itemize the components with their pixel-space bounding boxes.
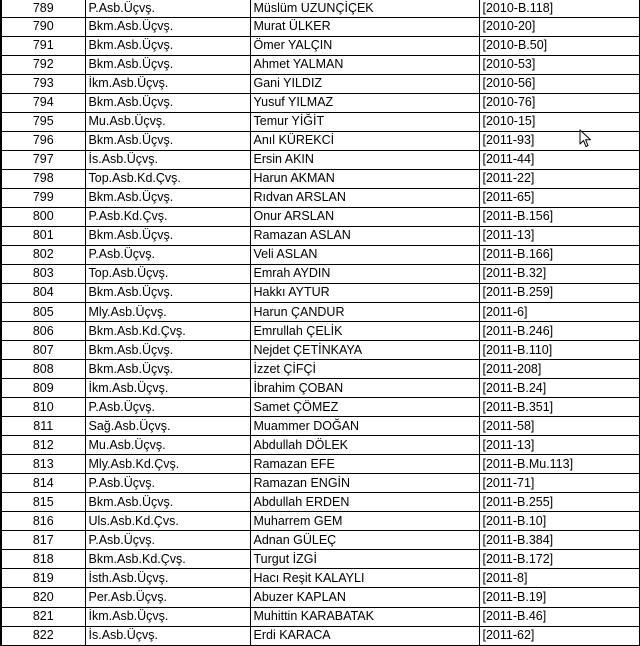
name-cell: Veli ASLAN: [250, 245, 479, 264]
table-row: [1, 550, 639, 569]
rank-cell: Mu.Asb.Üçvş.: [85, 436, 250, 455]
name-cell: Ersin AKIN: [250, 150, 479, 169]
rank-cell: Bkm.Asb.Kd.Çvş.: [85, 550, 250, 569]
rank-cell: Bkm.Asb.Üçvş.: [85, 93, 250, 112]
reference-cell: [2011-208]: [479, 360, 639, 379]
reference-cell: [2011-93]: [479, 131, 639, 150]
reference-cell: [2011-B.19]: [479, 588, 639, 607]
reference-cell: [2011-B.10]: [479, 512, 639, 531]
rank-cell: İkm.Asb.Üçvş.: [85, 74, 250, 93]
rank-cell: İkm.Asb.Üçvş.: [85, 607, 250, 626]
row-number: 815: [1, 493, 85, 512]
table-row: [1, 55, 639, 74]
row-number: 818: [1, 550, 85, 569]
row-number: 816: [1, 512, 85, 531]
rank-cell: Per.Asb.Üçvş.: [85, 588, 250, 607]
reference-cell: [2011-13]: [479, 436, 639, 455]
name-cell: İbrahim ÇOBAN: [250, 379, 479, 398]
reference-cell: [2011-65]: [479, 188, 639, 207]
reference-cell: [2010-B.50]: [479, 36, 639, 55]
name-cell: Hacı Reşit KALAYLI: [250, 569, 479, 588]
reference-cell: [2011-B.246]: [479, 322, 639, 341]
rank-cell: P.Asb.Üçvş.: [85, 531, 250, 550]
rank-cell: İs.Asb.Üçvş.: [85, 150, 250, 169]
row-number: 811: [1, 417, 85, 436]
row-number: 791: [1, 36, 85, 55]
table-row: [1, 436, 639, 455]
table-row: [1, 398, 639, 417]
table-row: [1, 112, 639, 131]
row-number: 797: [1, 150, 85, 169]
name-cell: Abdullah DÖLEK: [250, 436, 479, 455]
reference-cell: [2011-B.255]: [479, 493, 639, 512]
row-number: 809: [1, 379, 85, 398]
rank-cell: P.Asb.Üçvş.: [85, 0, 250, 17]
reference-cell: [2010-53]: [479, 55, 639, 74]
reference-cell: [2011-8]: [479, 569, 639, 588]
table-row: [1, 474, 639, 493]
name-cell: Ramazan ASLAN: [250, 226, 479, 245]
row-number: 801: [1, 226, 85, 245]
name-cell: Ramazan EFE: [250, 455, 479, 474]
name-cell: Nejdet ÇETİNKAYA: [250, 341, 479, 360]
rank-cell: P.Asb.Üçvş.: [85, 398, 250, 417]
table-row: [1, 379, 639, 398]
table-row: [1, 264, 639, 283]
row-number: 822: [1, 626, 85, 645]
rank-cell: Bkm.Asb.Kd.Çvş.: [85, 322, 250, 341]
rank-cell: P.Asb.Kd.Çvş.: [85, 207, 250, 226]
reference-cell: [2010-56]: [479, 74, 639, 93]
reference-cell: [2011-58]: [479, 417, 639, 436]
name-cell: Emrah AYDIN: [250, 264, 479, 283]
row-number: 798: [1, 169, 85, 188]
table-row: [1, 245, 639, 264]
name-cell: Muammer DOĞAN: [250, 417, 479, 436]
table-row: [1, 607, 639, 626]
row-number: 814: [1, 474, 85, 493]
name-cell: İzzet ÇİFÇİ: [250, 360, 479, 379]
table-row: [1, 188, 639, 207]
row-number: 804: [1, 283, 85, 302]
rank-cell: Bkm.Asb.Üçvş.: [85, 55, 250, 74]
row-number: 807: [1, 341, 85, 360]
table-row: [1, 322, 639, 341]
name-cell: Erdi KARACA: [250, 626, 479, 645]
rank-cell: Mly.Asb.Üçvş.: [85, 303, 250, 322]
table-row: [1, 360, 639, 379]
rank-cell: Bkm.Asb.Üçvş.: [85, 360, 250, 379]
rank-cell: Sağ.Asb.Üçvş.: [85, 417, 250, 436]
reference-cell: [2011-B.24]: [479, 379, 639, 398]
rank-cell: P.Asb.Üçvş.: [85, 474, 250, 493]
name-cell: Abuzer KAPLAN: [250, 588, 479, 607]
table-row: [1, 455, 639, 474]
rank-cell: Bkm.Asb.Üçvş.: [85, 188, 250, 207]
row-number: 805: [1, 303, 85, 322]
table-row: [1, 17, 639, 36]
rank-cell: Top.Asb.Kd.Çvş.: [85, 169, 250, 188]
row-number: 799: [1, 188, 85, 207]
name-cell: Turgut İZGİ: [250, 550, 479, 569]
rank-cell: İsth.Asb.Üçvş.: [85, 569, 250, 588]
row-number: 806: [1, 322, 85, 341]
rank-cell: Bkm.Asb.Üçvş.: [85, 341, 250, 360]
table-row: [1, 512, 639, 531]
rank-cell: Bkm.Asb.Üçvş.: [85, 226, 250, 245]
table-row: [1, 74, 639, 93]
table-row: [1, 131, 639, 150]
reference-cell: [2011-13]: [479, 226, 639, 245]
rank-cell: Bkm.Asb.Üçvş.: [85, 131, 250, 150]
reference-cell: [2011-B.166]: [479, 245, 639, 264]
rank-cell: Top.Asb.Üçvş.: [85, 264, 250, 283]
table-row: [1, 150, 639, 169]
name-cell: Onur ARSLAN: [250, 207, 479, 226]
name-cell: Gani YILDIZ: [250, 74, 479, 93]
name-cell: Harun AKMAN: [250, 169, 479, 188]
reference-cell: [2011-B.259]: [479, 283, 639, 302]
row-number: 802: [1, 245, 85, 264]
reference-cell: [2011-22]: [479, 169, 639, 188]
row-number: 819: [1, 569, 85, 588]
table-row: [1, 0, 639, 17]
row-number: 793: [1, 74, 85, 93]
name-cell: Rıdvan ARSLAN: [250, 188, 479, 207]
name-cell: Anıl KÜREKCİ: [250, 131, 479, 150]
name-cell: Muharrem GEM: [250, 512, 479, 531]
table-row: [1, 207, 639, 226]
table-row: [1, 626, 639, 645]
row-number: 821: [1, 607, 85, 626]
row-number: 808: [1, 360, 85, 379]
row-number: 794: [1, 93, 85, 112]
name-cell: Temur YİĞİT: [250, 112, 479, 131]
row-number: 790: [1, 17, 85, 36]
reference-cell: [2011-6]: [479, 303, 639, 322]
reference-cell: [2011-B.Mu.113]: [479, 455, 639, 474]
rank-cell: Uls.Asb.Kd.Çvs.: [85, 512, 250, 531]
reference-cell: [2011-B.351]: [479, 398, 639, 417]
table-row: [1, 283, 639, 302]
name-cell: Hakkı AYTUR: [250, 283, 479, 302]
reference-cell: [2011-B.384]: [479, 531, 639, 550]
name-cell: Muhittin KARABATAK: [250, 607, 479, 626]
name-cell: Samet ÇÖMEZ: [250, 398, 479, 417]
rank-cell: Mu.Asb.Üçvş.: [85, 112, 250, 131]
name-cell: Yusuf YILMAZ: [250, 93, 479, 112]
rank-cell: Mly.Asb.Kd.Çvş.: [85, 455, 250, 474]
reference-cell: [2011-44]: [479, 150, 639, 169]
reference-cell: [2011-B.110]: [479, 341, 639, 360]
table-body: [1, 0, 639, 645]
reference-cell: [2010-20]: [479, 17, 639, 36]
row-number: 820: [1, 588, 85, 607]
reference-cell: [2011-B.46]: [479, 607, 639, 626]
table-row: [1, 93, 639, 112]
reference-cell: [2011-B.172]: [479, 550, 639, 569]
name-cell: Emrullah ÇELİK: [250, 322, 479, 341]
reference-cell: [2011-71]: [479, 474, 639, 493]
reference-cell: [2011-62]: [479, 626, 639, 645]
name-cell: Ömer YALÇIN: [250, 36, 479, 55]
rank-cell: Bkm.Asb.Üçvş.: [85, 493, 250, 512]
table-row: [1, 588, 639, 607]
row-number: 795: [1, 112, 85, 131]
row-number: 812: [1, 436, 85, 455]
reference-cell: [2010-B.118]: [479, 0, 639, 17]
row-number: 817: [1, 531, 85, 550]
row-number: 792: [1, 55, 85, 74]
rank-cell: Bkm.Asb.Üçvş.: [85, 36, 250, 55]
table-row: [1, 303, 639, 322]
row-number: 813: [1, 455, 85, 474]
table-row: [1, 417, 639, 436]
name-cell: Adnan GÜLEÇ: [250, 531, 479, 550]
rank-cell: İs.Asb.Üçvş.: [85, 626, 250, 645]
rank-cell: Bkm.Asb.Üçvş.: [85, 283, 250, 302]
rank-cell: Bkm.Asb.Üçvş.: [85, 17, 250, 36]
row-number: 789: [1, 0, 85, 17]
rank-cell: İkm.Asb.Üçvş.: [85, 379, 250, 398]
table-row: [1, 569, 639, 588]
table-row: [1, 169, 639, 188]
reference-cell: [2010-76]: [479, 93, 639, 112]
name-cell: Ramazan ENGİN: [250, 474, 479, 493]
reference-cell: [2011-B.156]: [479, 207, 639, 226]
name-cell: Murat ÜLKER: [250, 17, 479, 36]
row-number: 796: [1, 131, 85, 150]
reference-cell: [2010-15]: [479, 112, 639, 131]
name-cell: Müslüm UZUNÇİÇEK: [250, 0, 479, 17]
table-row: [1, 531, 639, 550]
table-row: [1, 341, 639, 360]
name-cell: Ahmet YALMAN: [250, 55, 479, 74]
reference-cell: [2011-B.32]: [479, 264, 639, 283]
table-row: [1, 493, 639, 512]
row-number: 810: [1, 398, 85, 417]
name-cell: Abdullah ERDEN: [250, 493, 479, 512]
table-row: [1, 226, 639, 245]
name-cell: Harun ÇANDUR: [250, 303, 479, 322]
row-number: 800: [1, 207, 85, 226]
row-number: 803: [1, 264, 85, 283]
table-row: [1, 36, 639, 55]
rank-cell: P.Asb.Üçvş.: [85, 245, 250, 264]
